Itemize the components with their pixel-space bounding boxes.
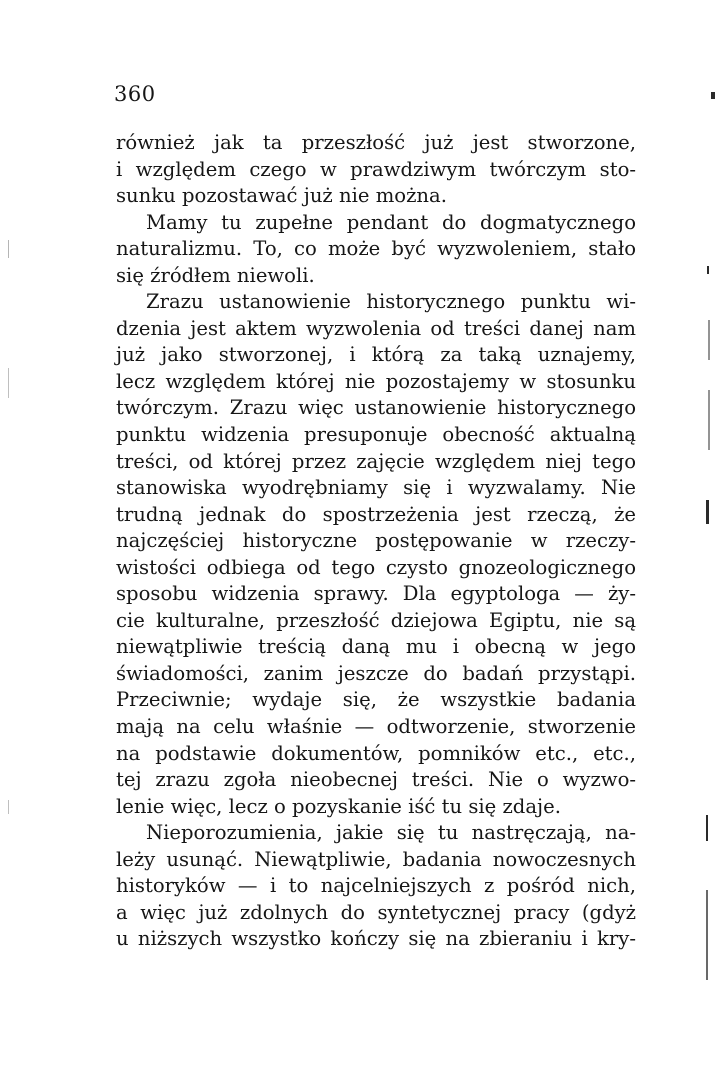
text-line: mają na celu właśnie — odtworzenie, stworzenie: [116, 715, 636, 739]
text-line: tej zrazu zgoła nieobecnej treści. Nie o wyzwo-: [116, 768, 636, 792]
text-line: się źródłem niewoli.: [116, 263, 315, 287]
scan-speck: [8, 240, 9, 258]
text-line: cie kulturalne, przeszłość dziejowa Egiptu, nie są: [116, 608, 636, 632]
paragraph: [116, 210, 636, 290]
text-line: świadomości, zanim jeszcze do badań przystąpi.: [116, 661, 636, 685]
paragraph: [116, 289, 636, 820]
text-line: dzenia jest aktem wyzwolenia od treści danej nam: [116, 316, 636, 340]
scan-speck: [711, 92, 715, 99]
text-line: najczęściej historyczne postępowanie w rzeczy-: [116, 529, 636, 553]
scan-speck: [8, 800, 9, 814]
scan-speck: [706, 890, 708, 980]
scan-speck: [708, 390, 710, 450]
text-line: już jako stworzonej, i którą za taką uznajemy,: [116, 343, 636, 367]
text-line: niewątpliwie treścią daną mu i obecną w jego: [116, 635, 636, 659]
text-line: wistości odbiega od tego czysto gnozeologicznego: [116, 555, 636, 579]
text-line: lenie więc, lecz o pozyskanie iść tu się zdaje.: [116, 794, 561, 818]
text-line: punktu widzenia presuponuje obecność aktualną: [116, 423, 636, 447]
text-line: trudną jednak do spostrzeżenia jest rzeczą, że: [116, 502, 636, 526]
text-line: sunku pozostawać już nie można.: [116, 184, 447, 208]
scan-speck: [706, 500, 709, 524]
text-line: Przeciwnie; wydaje się, że wszystkie badania: [116, 688, 636, 712]
paragraph: [116, 820, 636, 953]
text-line: treści, od której przez zajęcie względem niej tego: [116, 449, 636, 473]
text-line: sposobu widzenia sprawy. Dla egyptologa — ży-: [116, 582, 636, 606]
text-line: i względem czego w prawdziwym twórczym sto-: [116, 157, 636, 181]
page-number: 360: [114, 82, 156, 106]
scan-speck: [706, 815, 708, 841]
text-line: lecz względem której nie pozostajemy w stosunku: [116, 369, 636, 393]
text-line: naturalizmu. To, co może być wyzwoleniem, stało: [116, 237, 636, 261]
text-line: Nieporozumienia, jakie się tu nastręczają, na-: [146, 821, 636, 845]
text-line: historyków — i to najcelniejszych z pośród nich,: [116, 874, 636, 898]
text-line: twórczym. Zrazu więc ustanowienie historycznego: [116, 396, 636, 420]
text-line: Zrazu ustanowienie historycznego punktu wi-: [146, 290, 636, 314]
text-line: u niższych wszystko kończy się na zbieraniu i kry-: [116, 927, 636, 951]
text-line: na podstawie dokumentów, pomników etc., etc.,: [116, 741, 636, 765]
scan-speck: [708, 320, 710, 360]
scan-speck: [8, 368, 9, 398]
text-line: Mamy tu zupełne pendant do dogmatycznego: [146, 210, 636, 234]
text-line: a więc już zdolnych do syntetycznej pracy (gdyż: [116, 900, 636, 924]
body-text: [116, 130, 636, 953]
text-line: stanowiska wyodrębniamy się i wyzwalamy. Nie: [116, 476, 636, 500]
text-line: również jak ta przeszłość już jest stworzone,: [116, 131, 636, 154]
paragraph: [116, 130, 636, 210]
text-line: leży usunąć. Niewątpliwie, badania nowoczesnych: [116, 847, 636, 871]
scan-speck: [707, 266, 709, 274]
